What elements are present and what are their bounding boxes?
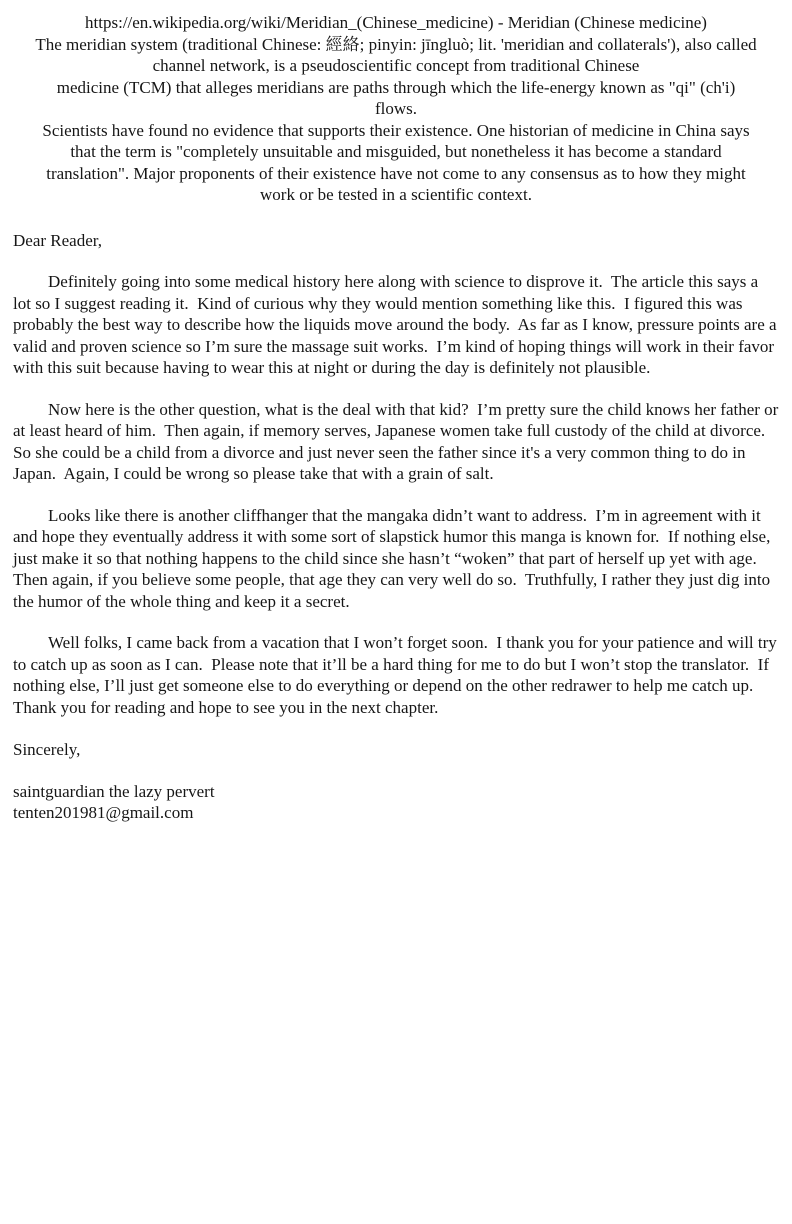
excerpt-line: medicine (TCM) that alleges meridians are paths through which the life-energy known as "qi" (ch'i)	[56, 77, 736, 97]
salutation: Dear Reader,	[13, 230, 102, 250]
excerpt-line: that the term is "completely unsuitable and misguided, but nonetheless it has become a standard	[70, 142, 722, 161]
wikipedia-excerpt-header	[13, 12, 779, 206]
excerpt-line: Scientists have found no evidence that supports their existence. One historian of medicine in China says	[42, 120, 750, 140]
excerpt-line: work or be tested in a scientific context.	[260, 185, 532, 204]
closing-salutation: Sincerely,	[13, 740, 81, 759]
letter-body	[13, 230, 783, 824]
source-url-line: https://en.wikipedia.org/wiki/Meridian_(Chinese_medicine) - Meridian (Chinese medicine)	[85, 13, 707, 32]
signature-email: tenten201981@gmail.com	[13, 803, 194, 822]
letter-paragraph-2: Now here is the other question, what is the deal with that kid? I’m pretty sure the child knows her father or at least heard of him. Then again, if memory serves, Japanese women take full custody of the child at divorce. So she could be a child from a divorce and just never seen the father since it's a very common thing to do in Japan. Again, I could be wrong so please take that with a grain of salt.	[13, 399, 783, 483]
letter-paragraph-3: Looks like there is another cliffhanger that the mangaka didn’t want to address. I’m in agreement with it and hope they eventually address it with some sort of slapstick humor this manga is known for. If nothing else, just make it so that nothing happens to the child since she hasn’t “woken” that part of herself up yet with age. Then again, if you believe some people, that age they can very well do so. Truthfully, I rather they just dig into the humor of the whole thing and keep it a secret.	[13, 505, 775, 611]
signature-name: saintguardian the lazy pervert	[13, 781, 215, 801]
signature-block	[13, 781, 779, 824]
excerpt-line: flows.	[374, 99, 418, 118]
excerpt-line: The meridian system (traditional Chinese: 經絡; pinyin: jīngluò; lit. 'meridian and collaterals'), also called	[35, 34, 757, 54]
excerpt-line: translation". Major proponents of their existence have not come to any consensus as to how they might	[46, 163, 746, 183]
letter-paragraph-1: Definitely going into some medical history here along with science to disprove it. The article this says a lot so I suggest reading it. Kind of curious why they would mention something like this. I figured this was probably the best way to describe how the liquids move around the body. As far as I know, pressure points are a valid and proven science so I’m sure the massage suit works. I’m kind of hoping things will work in their favor with this suit because having to wear this at night or during the day is definitely not plausible.	[13, 272, 781, 377]
letter-paragraph-4: Well folks, I came back from a vacation that I won’t forget soon. I thank you for your patience and will try to catch up as soon as I can. Please note that it’ll be a hard thing for me to do but I won’t stop the translator. If nothing else, I’ll just get someone else to do everything or depend on the other redrawer to help me catch up. Thank you for reading and hope to see you in the next chapter.	[13, 633, 782, 717]
excerpt-line: channel network, is a pseudoscientific concept from traditional Chinese	[152, 56, 640, 75]
